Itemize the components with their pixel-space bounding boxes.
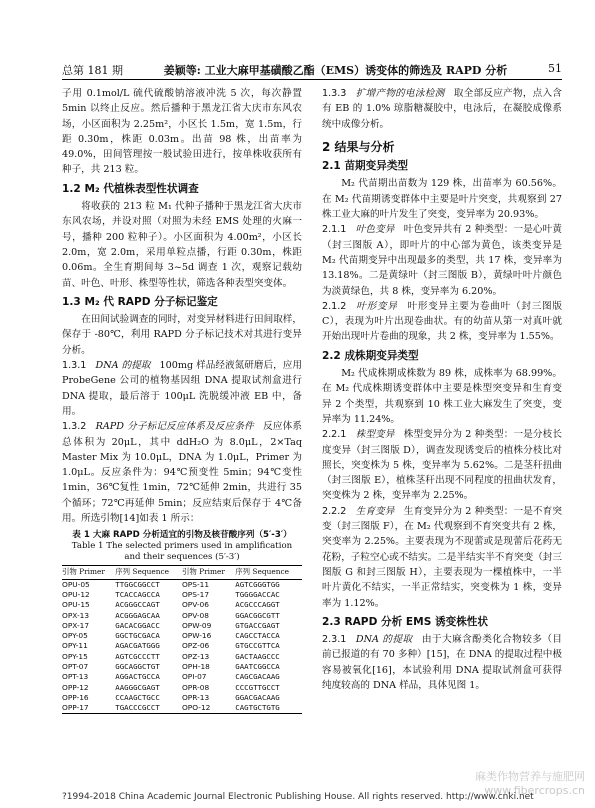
section-1-2-heading: 1.2 M₂ 代植株表型性状调查 [62,182,199,195]
primer-id: OPX-17 [62,620,90,630]
table-row [62,662,302,672]
table-row [62,600,302,610]
watermark-line-1: 麻类作物营养与施肥网 [475,770,585,783]
primer-id: OPZ-06 [181,641,210,651]
table-row [62,693,302,703]
primer-id: OPU-12 [62,589,90,599]
column-header: 序列 Sequence [115,566,182,579]
primer-sequence: ACGGGCCAGT [115,600,160,610]
primer-id: OPS-17 [181,589,210,599]
section-keyword: DNA 的提取 [95,360,151,372]
primer-sequence: GAATCGGCCA [235,661,280,671]
table-header-row [62,566,302,579]
primer-sequence: GACTAAGCCC [235,651,280,661]
intro-paragraph: 子用 0.1mol/L 硫代硫酸钠溶液冲洗 5 次，每次静置 5min 以终止反应。然后播种于黑龙江省大庆市东风农场，小区面积为 2.25m²，小区长 1.5m，宽 1.5m，行距 0.30m，株距 0.03m。出苗 98 株，出苗率为 49.0%，田间管理按一般试验田进行，按单株收获所有种子，共 213 粒。 [62,88,302,176]
primer-id: OPT-07 [62,661,89,671]
section-text: 由于大麻含酚类化合物较多（目前已报道的有 70 多种）[15]，在 DNA 的提取过程中极容易被氧化[16]，本试验利用 DNA 提取试剂盒可获得纯度较高的 DNA 样品，具体见图 1。 [322,634,562,691]
section-1-3-3 [322,86,562,132]
primer-sequence: ACGGGAGCAA [115,610,160,620]
primer-id: OPW-16 [181,631,212,641]
section-number: 1.3.3 [322,88,347,99]
primer-sequence: GACACGGACC [115,620,160,630]
section-1-3-text: 在田间试验调查的同时，对变异材料进行田间取样，保存于 -80℃，利用 RAPD 分子标记技术对其进行变异分析。 [62,314,302,356]
primer-sequence: CAGCCTACCA [235,631,280,641]
table-row [62,611,302,621]
primer-sequence: AGACGATGGG [115,641,160,651]
primer-sequence: TGGGGACCAC [235,589,280,599]
primer-sequence: AGTCGCCCTT [115,651,160,661]
section-keyword: 叶色变异 [355,224,395,236]
running-header [62,62,562,78]
section-text: 生育变异分为 2 种类型：一是不育突变（封三图版 F），在 M₂ 代观察到不育突变共有 2 株，突变率为 2.25%。主要表现为不现蕾或是现蕾后花药无花粉，子粒空心或不结实。二是半结实半不育突变（封三图版 G 和封三图版 H），主要表现为一棵植株中，一半叶片黄化不结实，一半正常结实，突变株为 1 株，变异率为 1.12%。 [322,505,562,609]
primer-id: OPX-13 [62,610,90,620]
primer-id: OPT-13 [62,672,89,682]
primer-id: OPR-13 [181,692,210,702]
section-2-1-2 [322,299,562,345]
column-header: 序列 Sequence [235,566,302,579]
table-caption [62,530,302,563]
primer-sequence: CAGTGCTGTG [235,703,280,713]
primer-sequence: GTGCCGTTCA [235,641,280,651]
table-row [62,621,302,631]
primer-id: OPY-05 [62,631,88,641]
section-text: 取全部反应产物，点入含有 EB 的 1.0% 琼脂糖凝胶中，电泳后，在凝胶成像系统中成像分析。 [322,88,562,130]
section-2-1-heading: 2.1 苗期变异类型 [322,160,409,173]
primer-sequence: CCCGTTGCCT [235,682,280,692]
section-2-3-1 [322,632,562,693]
primer-sequence: CCAAGCTGCC [115,692,160,702]
primer-sequence: TTGGCGGCCT [115,579,160,589]
primer-id: OPY-11 [62,641,88,651]
section-2-1-text: M₂ 代苗期出苗数为 129 株，出苗率为 60.56%。在 M₂ 代苗期诱变群体中主要是叶片突变，共观察到 27 株工业大麻的叶片发生了突变，变异率为 20.93%。 [322,178,562,221]
table-row [62,672,302,682]
table-row [62,590,302,600]
section-number: 1.3.2 [62,421,87,433]
primer-sequence: GGACGGCGTT [235,610,280,620]
primer-sequence: TCACCAGCCA [115,589,160,599]
table-row [62,579,302,590]
section-keyword: RAPD 分子标记反应体系及反应条件 [95,421,254,433]
primer-id: OPV-08 [181,610,209,620]
primer-sequence: AAGGGCGAGT [115,682,160,692]
primer-sequence: GGACGACAAG [235,692,280,702]
section-number: 2.3.1 [322,634,347,646]
section-1-3-2 [62,419,302,526]
primer-id: OPV-06 [181,600,209,610]
primer-sequence: GTGACCGAGT [235,620,280,630]
primer-sequence: AGGACTGCCA [115,672,160,682]
section-number: 2.1.1 [322,224,347,236]
section-number: 2.2.1 [322,429,347,441]
primer-id: OPP-12 [62,682,89,692]
section-keyword: DNA 的提取 [355,634,413,646]
primer-id: OPZ-13 [181,651,210,661]
primer-id: OPO-12 [181,703,211,713]
primer-sequence: GGCTGCGACA [115,631,160,641]
section-keyword: 生育变异 [355,505,395,517]
column-header: 引物 Primer [182,566,235,579]
section-1-3-heading: 1.3 M₂ 代 RAPD 分子标记鉴定 [62,295,218,308]
section-keyword: 叶形变异 [356,300,398,312]
section-text: 叶色变异共有 2 种类型：一是心叶黄（封三图版 A），即叶片的中心部为黄色，该类变异是 M₂ 代苗期变异中出现最多的类型，共 17 株，变异率为 13.18%。二是黄绿叶（封三图版 B），黄绿叶叶片颜色为淡黄绿色，共 8 株，变异率为 6.20%。 [322,224,562,297]
copyright-footer: ?1994-2018 China Academic Journal Electronic Publishing House. All rights reserved. http://www.cnki.net [62,792,534,802]
section-2-2-2 [322,504,562,611]
section-text: 株型变异分为 2 种类型：一是分枝长度变异（封三图版 D），调查发现诱变后的植株分枝比对照长，突变株为 5 株，变异率为 5.62%。二是茎秆扭曲（封三图版 E），植株茎秆出现不同程度的扭曲状发育，突变株为 2 株，变异率为 2.25%。 [322,429,562,502]
section-2-3-heading: 2.3 RAPD 分析 EMS 诱变株性状 [322,615,488,628]
primer-id: OPP-17 [62,703,89,713]
section-text: 叶形变异主要为卷曲叶（封三图版 C），表现为叶片出现卷曲状。有的幼苗从第一对真叶就开始出现叶片卷曲的现象，共 2 株，变异率为 1.55%。 [322,300,562,343]
watermark-line-2: www.fibercrops.cn [484,784,585,797]
page-number: 51 [548,62,562,75]
left-column [62,86,302,714]
section-keyword: 扩增产物的电泳检测 [355,88,445,99]
section-2-1-1 [322,222,562,298]
section-number: 1.3.1 [62,360,87,372]
section-2-2-heading: 2.2 成株期变异类型 [322,349,419,362]
primer-sequence: CAGCGACAAG [235,672,280,682]
table-row [62,652,302,662]
table-caption-chinese: 表 1 大麻 RAPD 分析适宜的引物及核苷酸序列（5′-3′） [72,530,292,541]
table-row [62,631,302,641]
primer-id: OPP-16 [62,692,89,702]
section-keyword: 株型变异 [355,429,395,441]
primer-id: OPU-05 [62,579,90,589]
section-number: 2.1.2 [322,300,347,312]
primer-id: OPU-15 [62,600,90,610]
primer-sequence: TGACCCGCCT [115,703,160,713]
table-row [62,641,302,651]
section-2-heading: 2 结果与分析 [322,139,395,154]
right-column [322,86,562,693]
section-2-2-text: M₂ 代成株期成株数为 89 株，成株率为 68.99%。在 M₂ 代成株期诱变群体中主要是株型突变异和生育变异 2 个类型，共观察到 10 株工业大麻发生了突变，变异率为 11.24%。 [322,368,562,425]
section-number: 2.2.2 [322,505,347,517]
issue-number: 总第 181 期 [62,64,123,77]
primer-id: OPH-18 [181,661,210,671]
primer-sequence: ACGCCCAGGT [235,600,280,610]
primer-id: OPW-09 [181,620,212,630]
table-caption-english-2: and their sequences (5′-3′) [124,552,240,563]
section-text: 反应体系总体积为 20μL，其中 ddH₂O 为 8.0μL，2×Taq Master Mix 为 10.0μL，DNA 为 1.0μL，Primer 为 1.0μL。反应条件为：94℃预变性 5min；94℃变性 1min，36℃复性 1min，72℃延伸 2min，共进行 35 个循环；72℃再延伸 5min；反应结束后保存于 4℃备用。所选引物[14]如表 1 所示： [62,421,302,525]
primer-id: OPS-11 [181,579,210,589]
table-row [62,703,302,714]
primer-sequence: AGTCGGGTGG [235,579,280,589]
section-1-3-1 [62,358,302,419]
section-text: 100mg 样品经液氮研磨后，应用 ProbeGene 公司的植物基因组 DNA 提取试剂盒进行 DNA 提取，最后溶于 100μL 洗脱缓冲液 EB 中，备用。 [62,360,302,417]
article-title: 姜颖等: 工业大麻甲基磺酸乙酯（EMS）诱变体的筛选及 RAPD 分析 [163,64,508,77]
section-2-2-1 [322,427,562,503]
primer-table [62,565,302,714]
primer-id: OPR-08 [181,682,210,692]
primer-sequence: GGCAGGCTGT [115,661,160,671]
section-1-2-text: 将收获的 213 粒 M₁ 代种子播种于黑龙江省大庆市东风农场，并设对照（对照为未经 EMS 处理的火麻一号，播种 200 粒种子）。小区面积为 4.00m²，小区长 2.0m，宽 2.0m，采用单粒点播，行距 0.30m，株距 0.06m。全生育期间每 3~5d 调查 1 次，观察记载幼苗、叶色、叶形、株型等性状，筛选各种表型突变体。 [62,201,302,289]
column-header: 引物 Primer [62,566,115,579]
primer-id: OPY-15 [62,651,88,661]
table-caption-english-1: Table 1 The selected primers used in amplification [71,541,293,552]
primer-id: OPI-07 [181,672,207,682]
header-rule [62,79,562,80]
table-row [62,683,302,693]
